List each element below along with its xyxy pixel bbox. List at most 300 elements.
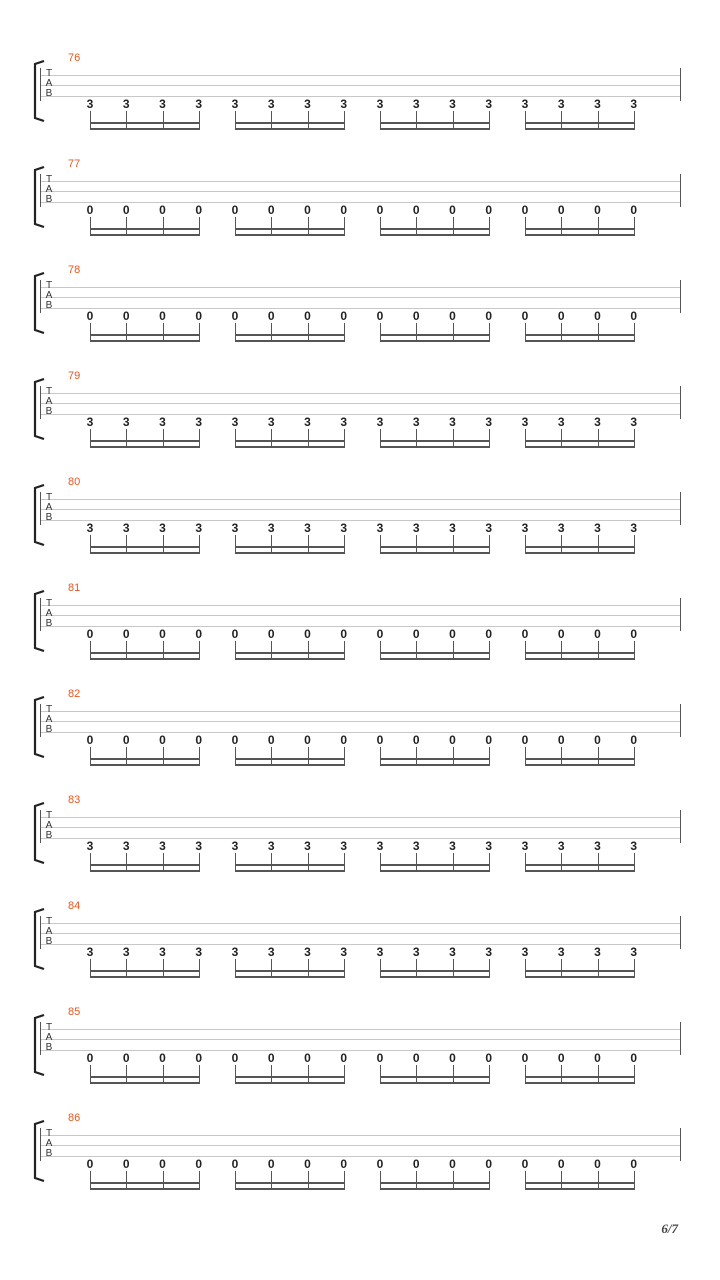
note-stem [525,745,526,766]
note-stem [271,957,272,978]
note-stem [561,427,562,448]
fret-number: 3 [518,522,532,535]
note-stem [163,321,164,342]
staff-line-b [40,414,681,415]
fret-number: 0 [156,1052,170,1065]
tab-clef-letter: A [45,78,53,89]
note-stem [598,533,599,554]
fret-number: 0 [627,628,641,641]
measure-number: 80 [68,476,81,488]
fret-number: 0 [627,734,641,747]
note-stem [126,321,127,342]
fret-number: 0 [119,204,133,217]
tab-clef-letter: T [45,174,53,185]
fret-number: 0 [119,734,133,747]
beam-eighth [525,546,635,548]
note-stem [453,533,454,554]
tab-clef-letter: T [45,704,53,715]
beam-sixteenth [380,234,490,236]
note-stem [380,957,381,978]
note-stem [634,1169,635,1190]
fret-number: 0 [192,734,206,747]
tab-clef-letter: A [45,290,53,301]
staff-line-b [40,732,681,733]
fret-number: 0 [83,310,97,323]
fret-number: 0 [337,734,351,747]
fret-number: 0 [337,204,351,217]
note-stem [308,1063,309,1084]
fret-number: 3 [482,522,496,535]
note-stem [90,321,91,342]
note-stem [163,957,164,978]
staff-line-t [40,1029,681,1030]
tab-clef-letter: A [45,1138,53,1149]
fret-number: 0 [446,204,460,217]
note-stem [598,851,599,872]
fret-number: 3 [119,946,133,959]
beam-eighth [525,864,635,866]
fret-number: 0 [627,1052,641,1065]
note-stem [199,1169,200,1190]
fret-number: 3 [446,98,460,111]
note-stem [199,639,200,660]
note-stem [308,109,309,130]
note-stem [126,957,127,978]
fret-number: 3 [591,98,605,111]
fret-number: 3 [518,416,532,429]
staff-line-a [40,1039,681,1040]
fret-number: 0 [554,310,568,323]
tab-system [0,370,720,476]
fret-number: 3 [264,98,278,111]
note-stem [271,427,272,448]
tab-system [0,476,720,582]
fret-number: 3 [591,840,605,853]
note-stem [126,215,127,236]
beam-eighth [235,440,345,442]
note-stem [344,1063,345,1084]
tab-clef [43,1129,55,1159]
end-barline [680,810,681,843]
measure-number: 81 [68,582,81,594]
end-barline [680,386,681,419]
note-stem [308,321,309,342]
note-stem [308,215,309,236]
tab-clef-letter: A [45,502,53,513]
end-barline [680,174,681,207]
fret-number: 3 [228,840,242,853]
start-barline [40,492,41,525]
tab-clef-letter: A [45,396,53,407]
note-stem [235,321,236,342]
note-stem [344,851,345,872]
note-stem [416,1063,417,1084]
tab-clef-letter: A [45,608,53,619]
note-stem [308,851,309,872]
fret-number: 3 [192,522,206,535]
note-stem [380,215,381,236]
fret-number: 3 [446,522,460,535]
staff-line-a [40,1145,681,1146]
fret-number: 3 [446,416,460,429]
fret-number: 0 [156,628,170,641]
note-stem [344,1169,345,1190]
note-stem [453,321,454,342]
beam-sixteenth [380,764,490,766]
note-stem [561,745,562,766]
fret-number: 0 [591,204,605,217]
fret-number: 3 [264,840,278,853]
note-stem [489,427,490,448]
note-stem [380,745,381,766]
fret-number: 3 [156,840,170,853]
beam-eighth [90,228,200,230]
beam-eighth [90,652,200,654]
note-stem [416,109,417,130]
note-stem [163,215,164,236]
note-stem [199,109,200,130]
staff-line-b [40,626,681,627]
staff-line-a [40,297,681,298]
staff-line-t [40,605,681,606]
beam-sixteenth [90,446,200,448]
fret-number: 3 [228,522,242,535]
staff-line-a [40,721,681,722]
fret-number: 0 [264,204,278,217]
fret-number: 0 [554,1052,568,1065]
fret-number: 0 [446,628,460,641]
end-barline [680,1128,681,1161]
note-stem [525,427,526,448]
note-stem [525,639,526,660]
note-stem [453,639,454,660]
fret-number: 3 [627,840,641,853]
end-barline [680,68,681,101]
note-stem [90,851,91,872]
note-stem [561,957,562,978]
fret-number: 0 [482,628,496,641]
fret-number: 0 [119,310,133,323]
end-barline [680,704,681,737]
fret-number: 3 [337,98,351,111]
staff-line-t [40,817,681,818]
fret-number: 3 [228,946,242,959]
fret-number: 3 [554,416,568,429]
end-barline [680,916,681,949]
staff-line-b [40,202,681,203]
beam-eighth [235,652,345,654]
staff-line-t [40,287,681,288]
fret-number: 3 [482,946,496,959]
beam-eighth [90,440,200,442]
staff-line-b [40,520,681,521]
fret-number: 3 [482,840,496,853]
fret-number: 3 [409,522,423,535]
start-barline [40,174,41,207]
beam-sixteenth [90,870,200,872]
tab-clef-letter: A [45,184,53,195]
note-stem [416,321,417,342]
fret-number: 0 [337,628,351,641]
fret-number: 3 [627,522,641,535]
note-stem [271,109,272,130]
fret-number: 0 [301,628,315,641]
fret-number: 0 [228,734,242,747]
fret-number: 3 [373,840,387,853]
note-stem [344,745,345,766]
note-stem [598,1063,599,1084]
note-stem [634,427,635,448]
fret-number: 0 [83,204,97,217]
fret-number: 3 [409,946,423,959]
note-stem [163,745,164,766]
beam-eighth [90,1182,200,1184]
fret-number: 0 [83,628,97,641]
note-stem [90,1169,91,1190]
fret-number: 3 [409,840,423,853]
note-stem [199,1063,200,1084]
beam-sixteenth [525,340,635,342]
staff-line-b [40,96,681,97]
note-stem [489,1169,490,1190]
note-stem [199,957,200,978]
fret-number: 3 [337,416,351,429]
beam-sixteenth [235,1188,345,1190]
note-stem [453,745,454,766]
beam-sixteenth [525,1188,635,1190]
fret-number: 3 [554,522,568,535]
note-stem [598,745,599,766]
fret-number: 3 [554,946,568,959]
beam-eighth [380,1076,490,1078]
beam-eighth [235,864,345,866]
note-stem [634,745,635,766]
note-stem [235,851,236,872]
beam-sixteenth [235,234,345,236]
fret-number: 3 [228,98,242,111]
note-stem [271,533,272,554]
end-barline [680,1022,681,1055]
fret-number: 0 [83,1158,97,1171]
fret-number: 0 [482,1052,496,1065]
fret-number: 0 [119,1052,133,1065]
beam-sixteenth [90,976,200,978]
staff-line-a [40,509,681,510]
tab-clef [43,175,55,205]
tab-clef-letter: T [45,810,53,821]
fret-number: 0 [192,310,206,323]
tab-clef [43,705,55,735]
note-stem [380,533,381,554]
fret-number: 3 [83,416,97,429]
fret-number: 3 [627,416,641,429]
start-barline [40,810,41,843]
note-stem [271,321,272,342]
note-stem [344,957,345,978]
beam-sixteenth [525,870,635,872]
note-stem [380,1169,381,1190]
tab-clef-letter: T [45,1022,53,1033]
beam-sixteenth [380,870,490,872]
fret-number: 3 [156,946,170,959]
fret-number: 3 [301,522,315,535]
note-stem [308,745,309,766]
note-stem [525,957,526,978]
note-stem [561,851,562,872]
note-stem [598,1169,599,1190]
fret-number: 3 [264,416,278,429]
note-stem [453,109,454,130]
note-stem [344,109,345,130]
note-stem [126,427,127,448]
note-stem [380,321,381,342]
beam-eighth [235,228,345,230]
fret-number: 0 [409,1052,423,1065]
fret-number: 3 [446,946,460,959]
tab-clef [43,599,55,629]
fret-number: 0 [591,1158,605,1171]
fret-number: 3 [373,98,387,111]
beam-sixteenth [380,446,490,448]
fret-number: 0 [264,628,278,641]
beam-eighth [90,546,200,548]
fret-number: 3 [83,946,97,959]
fret-number: 3 [591,946,605,959]
note-stem [308,533,309,554]
beam-eighth [235,758,345,760]
note-stem [380,109,381,130]
note-stem [380,639,381,660]
fret-number: 3 [482,98,496,111]
beam-sixteenth [525,128,635,130]
note-stem [489,533,490,554]
note-stem [126,1169,127,1190]
beam-sixteenth [235,446,345,448]
note-stem [199,745,200,766]
tab-clef [43,69,55,99]
note-stem [235,109,236,130]
staff-line-t [40,711,681,712]
note-stem [489,851,490,872]
beam-eighth [235,1182,345,1184]
fret-number: 3 [518,946,532,959]
staff-line-a [40,403,681,404]
fret-number: 3 [627,98,641,111]
beam-eighth [380,334,490,336]
note-stem [90,745,91,766]
note-stem [344,639,345,660]
beam-eighth [380,546,490,548]
beam-sixteenth [525,1082,635,1084]
tab-clef-letter: B [45,300,53,311]
tab-clef-letter: B [45,1148,53,1159]
tab-clef-letter: A [45,714,53,725]
note-stem [416,957,417,978]
fret-number: 3 [337,840,351,853]
fret-number: 0 [301,1052,315,1065]
fret-number: 3 [192,840,206,853]
tab-clef-letter: A [45,1032,53,1043]
fret-number: 0 [446,1158,460,1171]
fret-number: 0 [409,204,423,217]
fret-number: 3 [518,840,532,853]
note-stem [489,109,490,130]
fret-number: 0 [301,1158,315,1171]
fret-number: 0 [192,628,206,641]
beam-sixteenth [90,764,200,766]
beam-eighth [525,334,635,336]
note-stem [634,851,635,872]
fret-number: 0 [554,628,568,641]
note-stem [598,321,599,342]
fret-number: 0 [409,310,423,323]
tab-system [0,688,720,794]
start-barline [40,1022,41,1055]
beam-sixteenth [235,658,345,660]
beam-sixteenth [380,658,490,660]
beam-eighth [525,652,635,654]
note-stem [416,851,417,872]
note-stem [163,851,164,872]
note-stem [416,745,417,766]
note-stem [525,533,526,554]
end-barline [680,280,681,313]
fret-number: 3 [119,840,133,853]
fret-number: 0 [373,1158,387,1171]
staff-line-t [40,75,681,76]
tab-clef-letter: B [45,724,53,735]
fret-number: 0 [446,1052,460,1065]
note-stem [561,1169,562,1190]
tab-clef [43,281,55,311]
beam-eighth [235,122,345,124]
measure-number: 79 [68,370,81,382]
beam-eighth [90,1076,200,1078]
fret-number: 0 [482,734,496,747]
tab-clef [43,811,55,841]
beam-sixteenth [380,1188,490,1190]
note-stem [561,109,562,130]
note-stem [90,533,91,554]
beam-eighth [235,1076,345,1078]
tab-clef-letter: T [45,1128,53,1139]
fret-number: 0 [228,1052,242,1065]
note-stem [453,851,454,872]
beam-sixteenth [525,764,635,766]
note-stem [489,745,490,766]
fret-number: 3 [409,416,423,429]
start-barline [40,68,41,101]
beam-eighth [380,652,490,654]
fret-number: 0 [119,628,133,641]
fret-number: 3 [518,98,532,111]
fret-number: 0 [156,1158,170,1171]
tab-clef-letter: B [45,194,53,205]
fret-number: 0 [446,310,460,323]
note-stem [489,321,490,342]
fret-number: 3 [156,98,170,111]
fret-number: 0 [482,310,496,323]
note-stem [561,321,562,342]
note-stem [525,215,526,236]
fret-number: 3 [83,840,97,853]
fret-number: 0 [301,310,315,323]
fret-number: 0 [337,1158,351,1171]
note-stem [634,1063,635,1084]
beam-sixteenth [235,764,345,766]
fret-number: 3 [264,522,278,535]
tab-clef-letter: B [45,936,53,947]
